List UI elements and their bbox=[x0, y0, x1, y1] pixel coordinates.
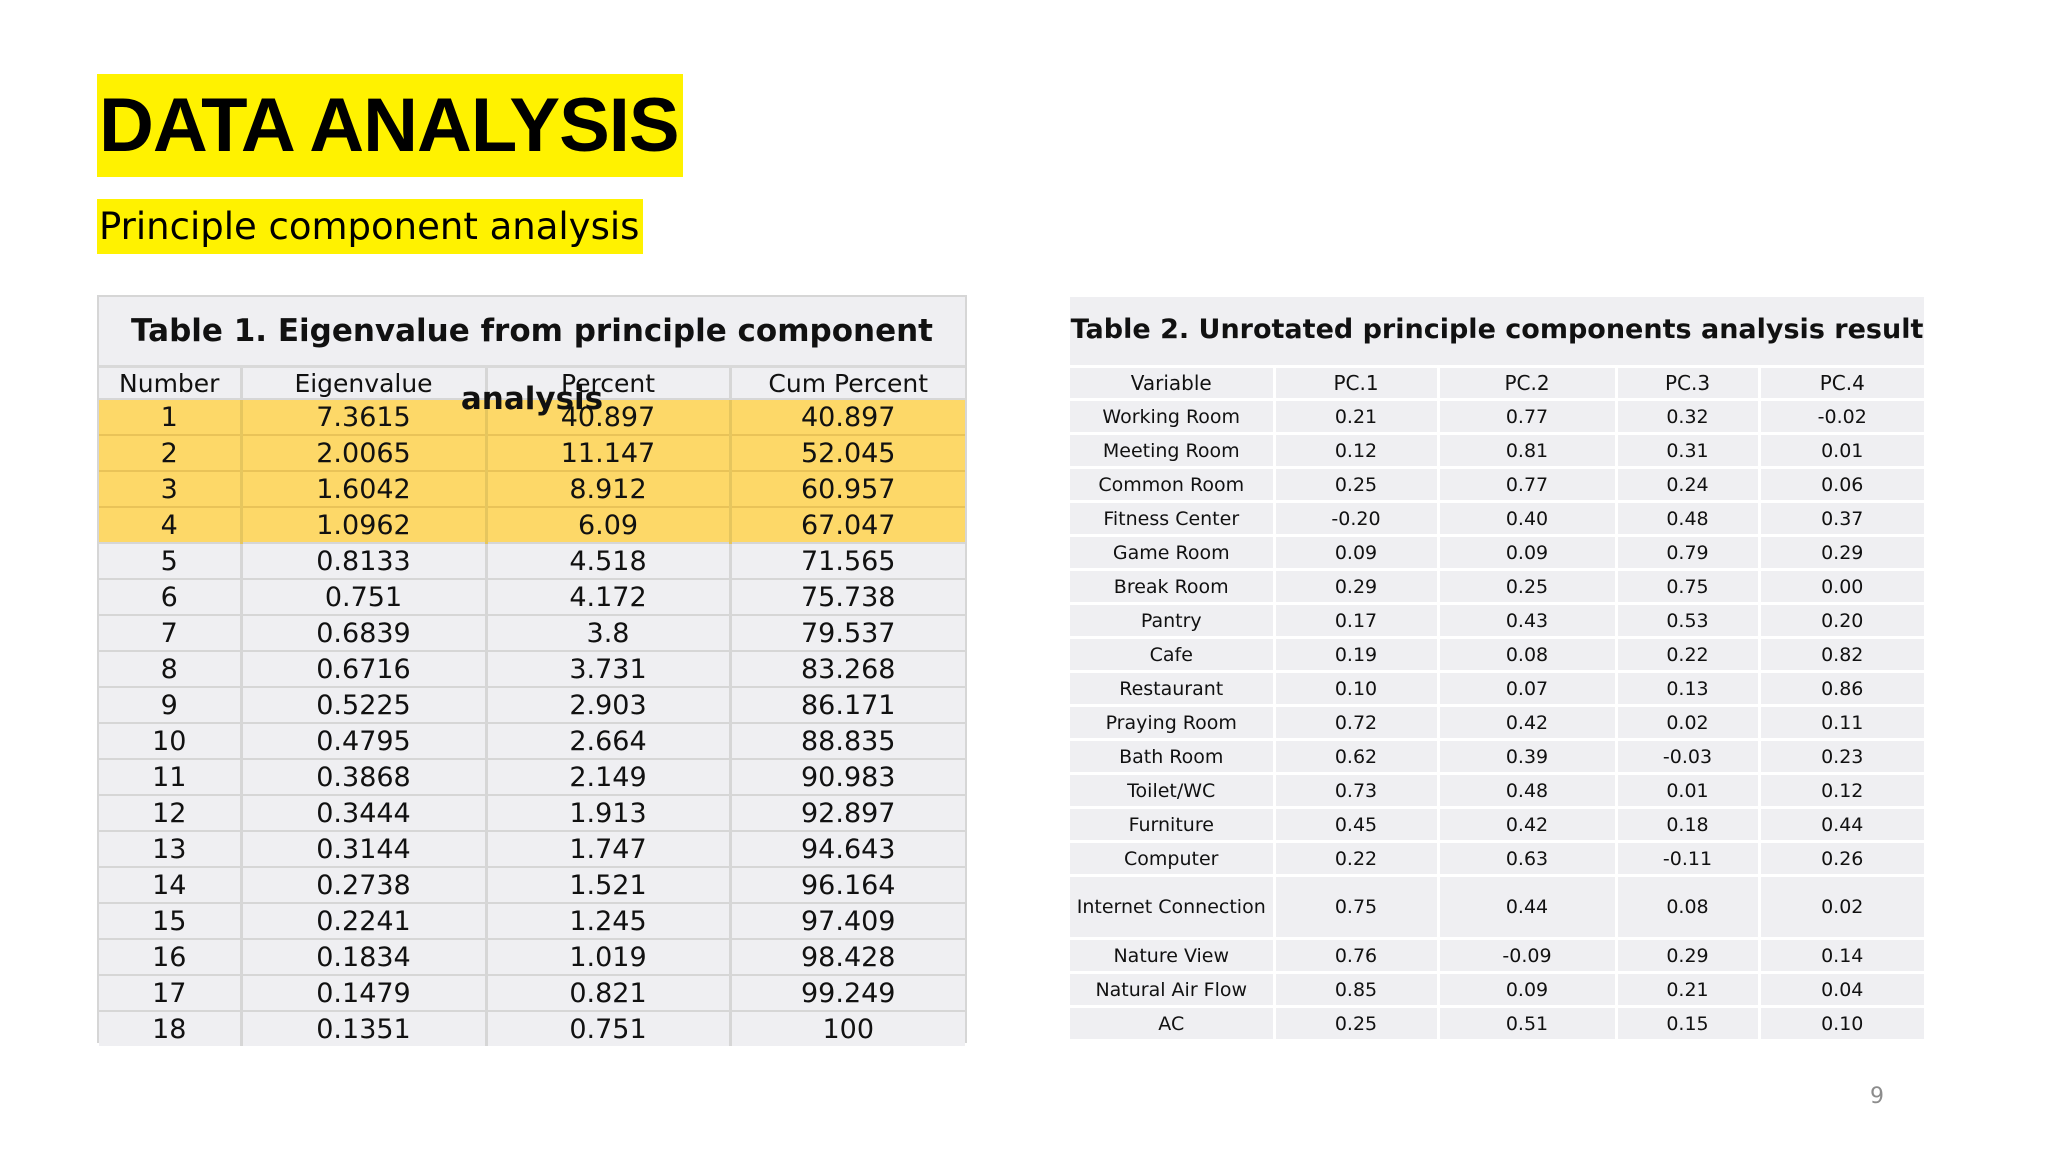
table1-cell: 0.751 bbox=[241, 579, 486, 615]
table2-cell: 0.23 bbox=[1759, 740, 1924, 774]
table2-cell: Internet Connection bbox=[1070, 876, 1274, 939]
slide-subtitle: Principle component analysis bbox=[97, 199, 643, 254]
table1-cell: 2.0065 bbox=[241, 435, 486, 471]
table1-row bbox=[99, 975, 965, 1011]
table1-cell: 18 bbox=[99, 1011, 241, 1046]
table2-cell: 0.18 bbox=[1616, 808, 1759, 842]
table1-cell: 10 bbox=[99, 723, 241, 759]
table2-cell: 0.17 bbox=[1274, 604, 1438, 638]
table2-cell: -0.09 bbox=[1438, 939, 1616, 973]
table1-row bbox=[99, 579, 965, 615]
table1-cell: 1.913 bbox=[486, 795, 730, 831]
table2-cell: 0.85 bbox=[1274, 973, 1438, 1007]
table2-header-cell: PC.2 bbox=[1438, 368, 1616, 400]
table1-cell: 92.897 bbox=[730, 795, 965, 831]
table1-cell: 1.0962 bbox=[241, 507, 486, 543]
table1-cell: 52.045 bbox=[730, 435, 965, 471]
table1-cell: 1.245 bbox=[486, 903, 730, 939]
table2-cell: 0.02 bbox=[1759, 876, 1924, 939]
table1-cell: 0.4795 bbox=[241, 723, 486, 759]
table1-cell: 13 bbox=[99, 831, 241, 867]
table2-cell: Pantry bbox=[1070, 604, 1274, 638]
table2-cell: 0.01 bbox=[1759, 434, 1924, 468]
table2-cell: 0.04 bbox=[1759, 973, 1924, 1007]
table2-cell: 0.08 bbox=[1616, 876, 1759, 939]
table2-cell: 0.09 bbox=[1274, 536, 1438, 570]
table1-cell: 96.164 bbox=[730, 867, 965, 903]
table2-cell: Fitness Center bbox=[1070, 502, 1274, 536]
table1-cell: 0.6716 bbox=[241, 651, 486, 687]
table1-row bbox=[99, 831, 965, 867]
table2-header-cell: PC.4 bbox=[1759, 368, 1924, 400]
table1-cell: 83.268 bbox=[730, 651, 965, 687]
table1-cell: 1.6042 bbox=[241, 471, 486, 507]
table2-row bbox=[1070, 468, 1924, 502]
table1-header-cell: Number bbox=[99, 368, 241, 399]
table2-row bbox=[1070, 400, 1924, 434]
table2-cell: 0.32 bbox=[1616, 400, 1759, 434]
table1-cell: 75.738 bbox=[730, 579, 965, 615]
table2-cell: 0.13 bbox=[1616, 672, 1759, 706]
table1-cell: 100 bbox=[730, 1011, 965, 1046]
table2-header-cell: PC.1 bbox=[1274, 368, 1438, 400]
slide-title: DATA ANALYSIS bbox=[97, 74, 683, 177]
table2-cell: 0.29 bbox=[1274, 570, 1438, 604]
table1-cell: 1.521 bbox=[486, 867, 730, 903]
table1-cell: 98.428 bbox=[730, 939, 965, 975]
table2-cell: Bath Room bbox=[1070, 740, 1274, 774]
table2-cell: 0.79 bbox=[1616, 536, 1759, 570]
table2-cell: 0.01 bbox=[1616, 774, 1759, 808]
table1-row bbox=[99, 435, 965, 471]
table1-cell: 8 bbox=[99, 651, 241, 687]
table2-row bbox=[1070, 570, 1924, 604]
table1-cell: 15 bbox=[99, 903, 241, 939]
table1-cell: 3.8 bbox=[486, 615, 730, 651]
table2-cell: 0.19 bbox=[1274, 638, 1438, 672]
table2-cell: Game Room bbox=[1070, 536, 1274, 570]
table2-cell: 0.22 bbox=[1274, 842, 1438, 876]
table1-cell: 71.565 bbox=[730, 543, 965, 579]
table2-header-cell: PC.3 bbox=[1616, 368, 1759, 400]
table1-cell: 12 bbox=[99, 795, 241, 831]
table2-cell: 0.73 bbox=[1274, 774, 1438, 808]
table1-cell: 97.409 bbox=[730, 903, 965, 939]
table1-cell: 2.149 bbox=[486, 759, 730, 795]
table1-cell: 9 bbox=[99, 687, 241, 723]
table1-cell: 2 bbox=[99, 435, 241, 471]
table2-cell: Working Room bbox=[1070, 400, 1274, 434]
table1-header-cell: Percent bbox=[486, 368, 730, 399]
table1-cell: 4.518 bbox=[486, 543, 730, 579]
table1-row bbox=[99, 939, 965, 975]
table2-cell: 0.29 bbox=[1759, 536, 1924, 570]
table2-cell: 0.10 bbox=[1274, 672, 1438, 706]
table2-cell: 0.76 bbox=[1274, 939, 1438, 973]
table1-cell: 0.821 bbox=[486, 975, 730, 1011]
table1-row bbox=[99, 1011, 965, 1046]
table1-cell: 6 bbox=[99, 579, 241, 615]
table2-cell: 0.21 bbox=[1274, 400, 1438, 434]
table1-cell: 7.3615 bbox=[241, 399, 486, 435]
table1-cell: 7 bbox=[99, 615, 241, 651]
table2-cell: 0.48 bbox=[1616, 502, 1759, 536]
table1-cell: 2.903 bbox=[486, 687, 730, 723]
table1-cell: 0.3444 bbox=[241, 795, 486, 831]
table2-cell: 0.11 bbox=[1759, 706, 1924, 740]
table1-cell: 40.897 bbox=[730, 399, 965, 435]
table1-cell: 0.3144 bbox=[241, 831, 486, 867]
table2-cell: 0.39 bbox=[1438, 740, 1616, 774]
table2-row bbox=[1070, 672, 1924, 706]
table1-row bbox=[99, 651, 965, 687]
table2-cell: 0.43 bbox=[1438, 604, 1616, 638]
table1-cell: 40.897 bbox=[486, 399, 730, 435]
table2-cell: Restaurant bbox=[1070, 672, 1274, 706]
table2-cell: Toilet/WC bbox=[1070, 774, 1274, 808]
table2-cell: 0.42 bbox=[1438, 706, 1616, 740]
table2-grid bbox=[1070, 368, 1924, 1039]
table2-caption: Table 2. Unrotated principle components analysis result bbox=[1070, 297, 1924, 368]
table2-row bbox=[1070, 842, 1924, 876]
table1-grid bbox=[99, 368, 965, 1046]
table1-cell: 94.643 bbox=[730, 831, 965, 867]
table2-cell: 0.24 bbox=[1616, 468, 1759, 502]
table2-cell: 0.25 bbox=[1274, 468, 1438, 502]
table2-cell: Natural Air Flow bbox=[1070, 973, 1274, 1007]
table2-cell: 0.29 bbox=[1616, 939, 1759, 973]
table2-cell: 0.82 bbox=[1759, 638, 1924, 672]
table2-cell: 0.48 bbox=[1438, 774, 1616, 808]
table1-cell: 3.731 bbox=[486, 651, 730, 687]
table1-cell: 14 bbox=[99, 867, 241, 903]
table2-cell: AC bbox=[1070, 1007, 1274, 1040]
table1-cell: 0.5225 bbox=[241, 687, 486, 723]
table2-cell: Praying Room bbox=[1070, 706, 1274, 740]
table2-cell: 0.63 bbox=[1438, 842, 1616, 876]
table2-cell: 0.75 bbox=[1274, 876, 1438, 939]
table1-cell: 0.2241 bbox=[241, 903, 486, 939]
table2-cell: 0.31 bbox=[1616, 434, 1759, 468]
table2-cell: 0.21 bbox=[1616, 973, 1759, 1007]
table2-cell: Break Room bbox=[1070, 570, 1274, 604]
table2-row bbox=[1070, 808, 1924, 842]
table1-cell: 0.8133 bbox=[241, 543, 486, 579]
table1-row bbox=[99, 903, 965, 939]
table2-cell: 0.42 bbox=[1438, 808, 1616, 842]
table2-cell: 0.14 bbox=[1759, 939, 1924, 973]
table2-row bbox=[1070, 604, 1924, 638]
table1-caption: Table 1. Eigenvalue from principle component analysis bbox=[99, 297, 965, 368]
table1-cell: 1.019 bbox=[486, 939, 730, 975]
table2-cell: 0.07 bbox=[1438, 672, 1616, 706]
table2-cell: 0.22 bbox=[1616, 638, 1759, 672]
table1-cell: 5 bbox=[99, 543, 241, 579]
table2-cell: 0.45 bbox=[1274, 808, 1438, 842]
eigenvalue-table bbox=[97, 295, 967, 1043]
table2-cell: 0.20 bbox=[1759, 604, 1924, 638]
table2-row bbox=[1070, 638, 1924, 672]
table2-cell: Meeting Room bbox=[1070, 434, 1274, 468]
table2-cell: Furniture bbox=[1070, 808, 1274, 842]
table1-cell: 17 bbox=[99, 975, 241, 1011]
table1-cell: 0.751 bbox=[486, 1011, 730, 1046]
table1-cell: 11 bbox=[99, 759, 241, 795]
table1-cell: 6.09 bbox=[486, 507, 730, 543]
table1-row bbox=[99, 867, 965, 903]
table1-header-cell: Cum Percent bbox=[730, 368, 965, 399]
table2-row bbox=[1070, 973, 1924, 1007]
table2-row bbox=[1070, 706, 1924, 740]
table2-cell: Common Room bbox=[1070, 468, 1274, 502]
table2-row bbox=[1070, 502, 1924, 536]
table2-header-row bbox=[1070, 368, 1924, 400]
table1-cell: 4.172 bbox=[486, 579, 730, 615]
table2-cell: 0.09 bbox=[1438, 536, 1616, 570]
table2-cell: -0.03 bbox=[1616, 740, 1759, 774]
table2-cell: 0.77 bbox=[1438, 400, 1616, 434]
table1-cell: 0.3868 bbox=[241, 759, 486, 795]
table2-cell: 0.51 bbox=[1438, 1007, 1616, 1040]
table2-cell: 0.77 bbox=[1438, 468, 1616, 502]
table2-cell: Nature View bbox=[1070, 939, 1274, 973]
table1-cell: 67.047 bbox=[730, 507, 965, 543]
table2-cell: 0.26 bbox=[1759, 842, 1924, 876]
table1-cell: 11.147 bbox=[486, 435, 730, 471]
table2-row bbox=[1070, 740, 1924, 774]
table2-cell: 0.44 bbox=[1759, 808, 1924, 842]
table1-row bbox=[99, 723, 965, 759]
table1-row bbox=[99, 687, 965, 723]
table2-cell: 0.53 bbox=[1616, 604, 1759, 638]
table1-cell: 2.664 bbox=[486, 723, 730, 759]
table1-cell: 4 bbox=[99, 507, 241, 543]
table2-cell: 0.40 bbox=[1438, 502, 1616, 536]
table2-cell: 0.25 bbox=[1438, 570, 1616, 604]
table2-row bbox=[1070, 876, 1924, 939]
table2-cell: 0.08 bbox=[1438, 638, 1616, 672]
table2-cell: 0.37 bbox=[1759, 502, 1924, 536]
table2-cell: 0.25 bbox=[1274, 1007, 1438, 1040]
table1-cell: 99.249 bbox=[730, 975, 965, 1011]
table2-cell: 0.86 bbox=[1759, 672, 1924, 706]
table2-row bbox=[1070, 434, 1924, 468]
table2-cell: 0.10 bbox=[1759, 1007, 1924, 1040]
table1-cell: 79.537 bbox=[730, 615, 965, 651]
table2-cell: 0.00 bbox=[1759, 570, 1924, 604]
table2-cell: -0.02 bbox=[1759, 400, 1924, 434]
table1-cell: 90.983 bbox=[730, 759, 965, 795]
table2-cell: 0.12 bbox=[1274, 434, 1438, 468]
table2-cell: -0.11 bbox=[1616, 842, 1759, 876]
table2-cell: 0.15 bbox=[1616, 1007, 1759, 1040]
table1-cell: 0.1351 bbox=[241, 1011, 486, 1046]
table2-row bbox=[1070, 939, 1924, 973]
table1-header-cell: Eigenvalue bbox=[241, 368, 486, 399]
table2-cell: 0.72 bbox=[1274, 706, 1438, 740]
table1-cell: 1 bbox=[99, 399, 241, 435]
table1-cell: 16 bbox=[99, 939, 241, 975]
table2-cell: Computer bbox=[1070, 842, 1274, 876]
table1-cell: 88.835 bbox=[730, 723, 965, 759]
table1-cell: 0.2738 bbox=[241, 867, 486, 903]
table1-cell: 60.957 bbox=[730, 471, 965, 507]
table1-cell: 8.912 bbox=[486, 471, 730, 507]
table2-cell: 0.62 bbox=[1274, 740, 1438, 774]
table1-cell: 1.747 bbox=[486, 831, 730, 867]
table2-cell: 0.75 bbox=[1616, 570, 1759, 604]
table1-row bbox=[99, 507, 965, 543]
table2-cell: 0.06 bbox=[1759, 468, 1924, 502]
table2-cell: 0.44 bbox=[1438, 876, 1616, 939]
unrotated-pca-table bbox=[1070, 297, 1924, 1039]
table1-row bbox=[99, 795, 965, 831]
table2-cell: -0.20 bbox=[1274, 502, 1438, 536]
table1-cell: 0.6839 bbox=[241, 615, 486, 651]
table1-row bbox=[99, 759, 965, 795]
table1-row bbox=[99, 615, 965, 651]
table1-row bbox=[99, 471, 965, 507]
table2-row bbox=[1070, 536, 1924, 570]
table2-cell: 0.81 bbox=[1438, 434, 1616, 468]
table2-cell: 0.12 bbox=[1759, 774, 1924, 808]
table2-header-cell: Variable bbox=[1070, 368, 1274, 400]
table2-cell: Cafe bbox=[1070, 638, 1274, 672]
table1-cell: 3 bbox=[99, 471, 241, 507]
table1-cell: 0.1479 bbox=[241, 975, 486, 1011]
table1-cell: 86.171 bbox=[730, 687, 965, 723]
table2-cell: 0.02 bbox=[1616, 706, 1759, 740]
table2-row bbox=[1070, 774, 1924, 808]
table2-row bbox=[1070, 1007, 1924, 1040]
page-number: 9 bbox=[1870, 1084, 1884, 1109]
table2-cell: 0.09 bbox=[1438, 973, 1616, 1007]
table1-cell: 0.1834 bbox=[241, 939, 486, 975]
table1-row bbox=[99, 543, 965, 579]
